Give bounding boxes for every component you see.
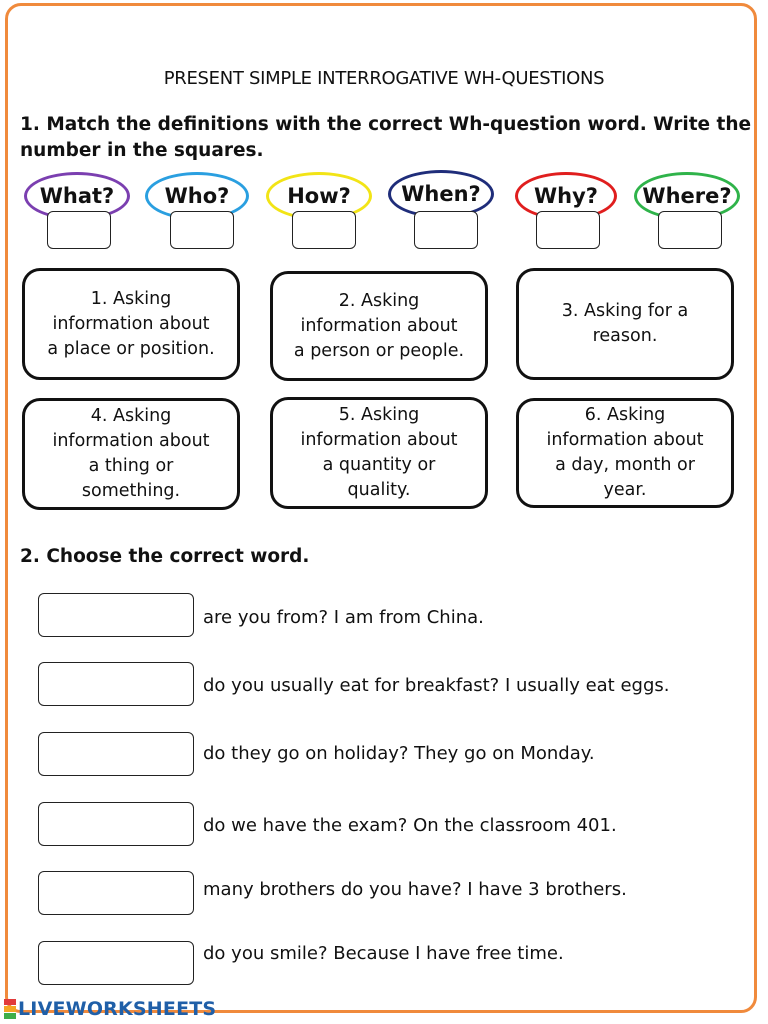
answer-box-what[interactable] [47, 211, 111, 249]
question-input-5[interactable] [38, 871, 194, 915]
logo-mark-icon [4, 999, 16, 1019]
question-text-2: do you usually eat for breakfast? I usually eat eggs. [203, 675, 670, 696]
word-label: Who? [164, 184, 230, 208]
question-input-2[interactable] [38, 662, 194, 706]
question-text-1: are you from? I am from China. [203, 607, 484, 628]
word-label: How? [287, 184, 351, 208]
question-input-4[interactable] [38, 802, 194, 846]
section1-instruction-line2: number in the squares. [20, 140, 264, 161]
definition-card-2: 2. Asking information about a person or people. [270, 271, 488, 381]
answer-box-who[interactable] [170, 211, 234, 249]
definition-card-3: 3. Asking for a reason. [516, 268, 734, 380]
answer-box-how[interactable] [292, 211, 356, 249]
word-label: Why? [534, 184, 598, 208]
section1-instruction-line1: 1. Match the definitions with the correct Wh-question word. Write the [20, 114, 752, 135]
question-text-6: do you smile? Because I have free time. [203, 943, 564, 964]
word-label: What? [39, 184, 115, 208]
section2-instruction: 2. Choose the correct word. [20, 546, 310, 567]
definition-card-1: 1. Asking information about a place or position. [22, 268, 240, 380]
question-input-3[interactable] [38, 732, 194, 776]
definition-card-5: 5. Asking information about a quantity or quality. [270, 397, 488, 509]
answer-box-why[interactable] [536, 211, 600, 249]
answer-box-where[interactable] [658, 211, 722, 249]
definition-card-6: 6. Asking information about a day, month or year. [516, 398, 734, 508]
word-label: When? [401, 182, 481, 206]
liveworksheets-logo [4, 998, 216, 1020]
question-text-3: do they go on holiday? They go on Monday. [203, 743, 595, 764]
word-label: Where? [642, 184, 732, 208]
question-text-5: many brothers do you have? I have 3 brothers. [203, 879, 627, 900]
answer-box-when[interactable] [414, 211, 478, 249]
logo-text: LIVEWORKSHEETS [18, 998, 217, 1020]
worksheet-title: PRESENT SIMPLE INTERROGATIVE WH-QUESTIONS [163, 68, 605, 89]
question-input-6[interactable] [38, 941, 194, 985]
question-input-1[interactable] [38, 593, 194, 637]
definition-card-4: 4. Asking information about a thing or something. [22, 398, 240, 510]
question-text-4: do we have the exam? On the classroom 401. [203, 815, 617, 836]
